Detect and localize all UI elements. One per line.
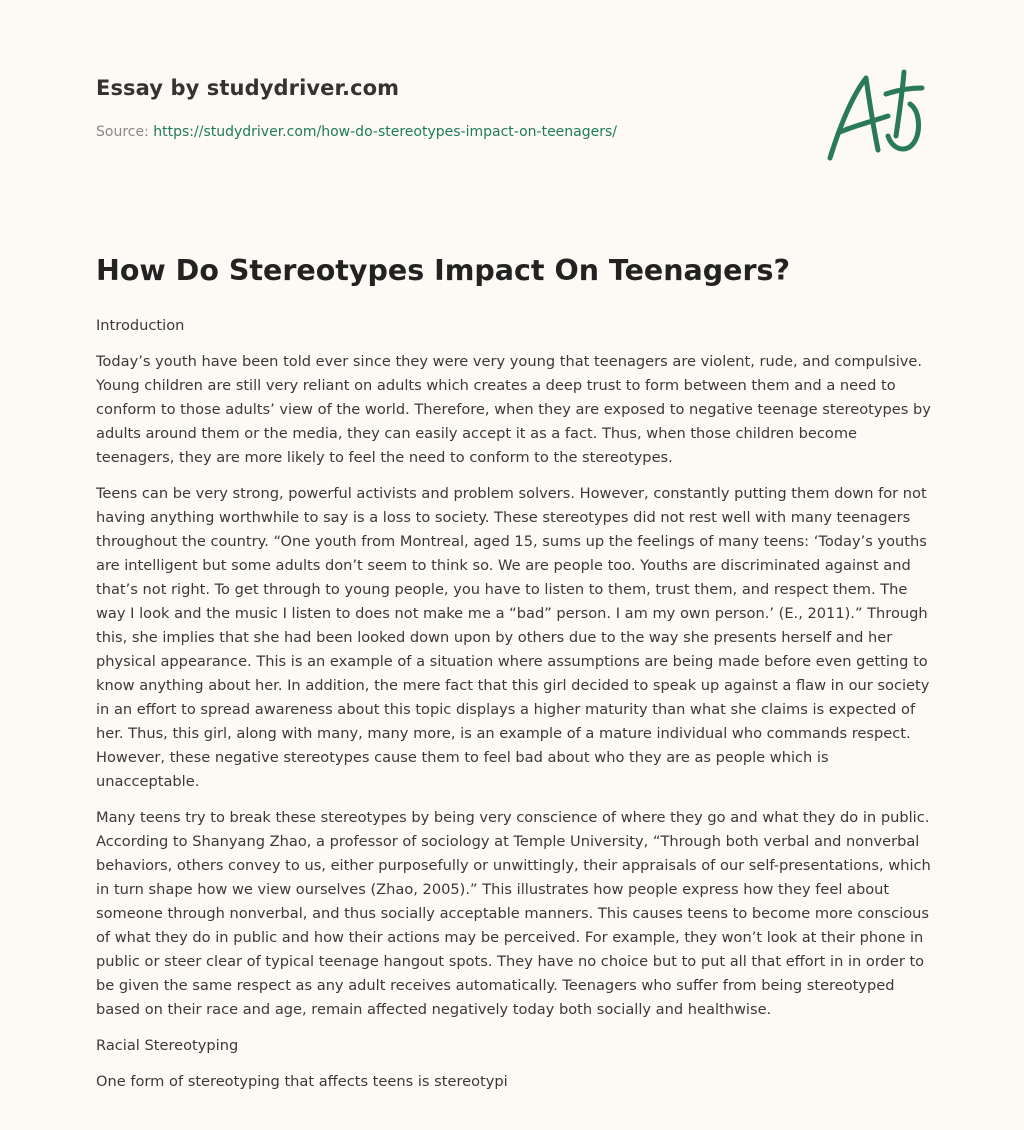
source-link[interactable]: https://studydriver.com/how-do-stereotypes-impact-on-teenagers/ [153,124,618,140]
a-plus-logo-icon [818,66,928,166]
section-heading-introduction: Introduction [96,317,185,334]
paragraph-2: Teens can be very strong, powerful activists and problem solvers. However, constantly putting them down for not having anything worthwhile to say is a loss to society. These stereotypes did not rest well with many teenagers throughout the country. “One youth from Montreal, aged 15, sums up the feelings of many teens: ‘Today’s youths are intelligent but some adults don’t seem to think so. We are people too. Youths are discriminated against and that’s not right. To get through to young people, you have to listen to them, trust them, and respect them. The way I look and the music I listen to does not make me a “bad” person. I am my own person.’ (E., 2011).” Through this, she implies that she had been looked down upon by others due to the way she presents herself and her physical appearance. This is an example of a situation where assumptions are being made before even getting to know anything about her. In addition, the mere fact that this girl decided to speak up against a flaw in our society in an effort to spread awareness about this topic displays a higher maturity than what she claims is expected of her. Thus, this girl, along with many, many more, is an example of a mature individual who commands respect. However, these negative stereotypes cause them to feel bad about who they are as people which is unacceptable. [96,485,930,790]
paragraph-3: Many teens try to break these stereotypes by being very conscience of where they go and what they do in public. According to Shanyang Zhao, a professor of sociology at Temple University, “Through both verbal and nonverbal behaviors, others convey to us, either purposefully or unwittingly, their appraisals of our self-presentations, which in turn shape how we view ourselves (Zhao, 2005).” This illustrates how people express how they feel about someone through nonverbal, and thus socially acceptable manners. This causes teens to become more conscious of what they do in public and how their actions may be perceived. For example, they won’t look at their phone in public or steer clear of typical teenage hangout spots. They have no choice but to put all that effort in in order to be given the same respect as any adult receives automatically. Teenagers who suffer from being stereotyped based on their race and age, remain affected negatively today both socially and healthwise. [96,809,931,1018]
paragraph-1: Today’s youth have been told ever since they were very young that teenagers are violent, rude, and compulsive. Young children are still very reliant on adults which creates a deep trust to form between them and a need to conform to those adults’ view of the world. Therefore, when they are exposed to negative teenage stereotypes by adults around them or the media, they can easily accept it as a fact. Thus, when those children become teenagers, they are more likely to feel the need to conform to the stereotypes. [96,353,931,466]
section-heading-racial-stereotyping: Racial Stereotyping [96,1037,239,1054]
source-line [96,124,617,140]
essay-body [96,314,932,1106]
site-title: Essay by studydriver.com [96,76,400,100]
paragraph-4-truncated: One form of stereotyping that affects teens is stereotypi [96,1073,508,1090]
essay-title: How Do Stereotypes Impact On Teenagers? [96,254,791,287]
source-label: Source: [96,124,149,140]
